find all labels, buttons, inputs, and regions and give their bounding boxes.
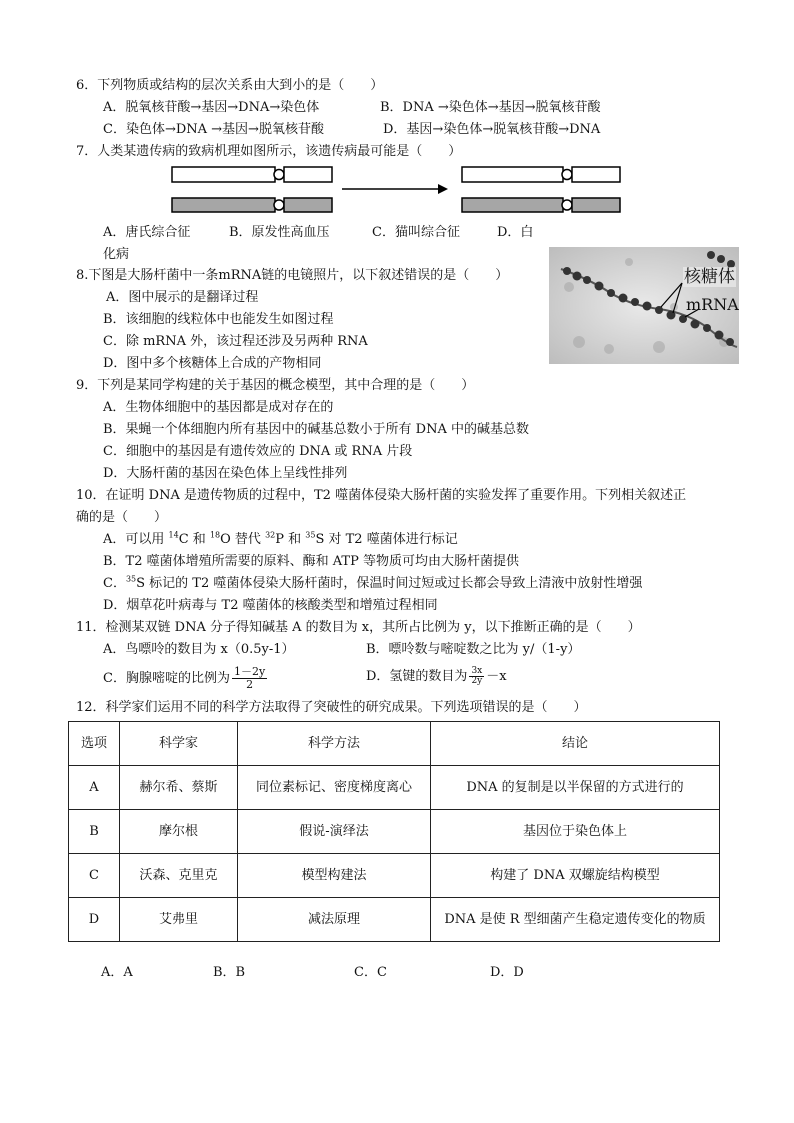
q12-answer-c[interactable]: C．C bbox=[354, 965, 387, 980]
q12-answer-a[interactable]: A．A bbox=[101, 965, 133, 980]
q10-option-b[interactable]: B．T2 噬菌体增殖所需要的原料、酶和 ATP 等物质可均由大肠杆菌提供 bbox=[103, 554, 519, 569]
q10-stem-line2: 确的是（ ） bbox=[76, 510, 168, 525]
chromosome-diagram bbox=[170, 163, 625, 215]
q7-stem: 7．人类某遗传病的致病机理如图所示，该遗传病最可能是（ ） bbox=[76, 144, 462, 159]
q10-option-a[interactable] bbox=[103, 529, 458, 551]
chromosome-left-top-arm-2 bbox=[284, 167, 332, 182]
q11-c-text: C．胸腺嘧啶的比例为 bbox=[103, 671, 230, 686]
q11-d-tail: －x bbox=[486, 669, 507, 684]
cell-option: D bbox=[69, 898, 120, 942]
q8-option-d[interactable]: D．图中多个核糖体上合成的产物相同 bbox=[103, 356, 322, 371]
arrow-head-icon bbox=[438, 184, 448, 194]
q6-option-d[interactable]: D．基因→染色体→脱氧核苷酸→DNA bbox=[383, 122, 601, 137]
q7-option-d[interactable]: D．白 bbox=[497, 225, 534, 240]
q11-c-numerator: 1－2y bbox=[233, 665, 266, 678]
q8-option-a[interactable]: A．图中展示的是翻译过程 bbox=[106, 290, 259, 305]
centromere-left-bottom bbox=[274, 200, 284, 210]
methods-table bbox=[68, 721, 720, 942]
ribosome-label: 核糖体 bbox=[684, 267, 735, 287]
cell-scientist: 艾弗里 bbox=[120, 898, 238, 942]
q11-c-fraction bbox=[232, 666, 267, 691]
cell-scientist: 沃森、克里克 bbox=[120, 854, 238, 898]
q9-option-a[interactable]: A．生物体细胞中的基因都是成对存在的 bbox=[103, 400, 334, 415]
q8-option-c[interactable]: C．除 mRNA 外，该过程还涉及另两种 RNA bbox=[103, 334, 368, 349]
q6-option-b[interactable]: B．DNA →染色体→基因→脱氧核苷酸 bbox=[380, 100, 601, 115]
cell-scientist: 摩尔根 bbox=[120, 810, 238, 854]
q11-option-d[interactable] bbox=[366, 666, 507, 688]
table-header-row bbox=[69, 722, 720, 766]
header-scientist: 科学家 bbox=[120, 722, 238, 766]
q10-a-text: S 对 T2 噬菌体进行标记 bbox=[315, 532, 458, 547]
chromosome-right-top-arm-1 bbox=[462, 167, 563, 182]
centromere-right-top bbox=[562, 170, 572, 180]
cell-conclusion: 构建了 DNA 双螺旋结构模型 bbox=[431, 854, 720, 898]
table-row bbox=[69, 766, 720, 810]
q9-stem: 9．下列是某同学构建的关于基因的概念模型，其中合理的是（ ） bbox=[76, 378, 475, 393]
chromosome-left-bottom-arm-1 bbox=[172, 198, 275, 212]
centromere-left-top bbox=[274, 170, 284, 180]
q7-option-c[interactable]: C．猫叫综合征 bbox=[372, 225, 460, 240]
q10-a-text: P 和 bbox=[275, 532, 306, 547]
q10-c-sup: 35 bbox=[125, 574, 137, 584]
q10-a-text: A．可以用 bbox=[103, 532, 169, 547]
q11-option-a[interactable]: A．鸟嘌呤的数目为 x（0.5y-1） bbox=[103, 642, 295, 657]
q7-option-a[interactable]: A．唐氏综合征 bbox=[103, 225, 191, 240]
cell-option: B bbox=[69, 810, 120, 854]
cell-scientist: 赫尔希、蔡斯 bbox=[120, 766, 238, 810]
electron-micrograph bbox=[549, 247, 739, 364]
chromosome-mutated-segment bbox=[574, 200, 610, 210]
centromere-right-bottom bbox=[562, 200, 572, 210]
q11-d-denominator: 2y bbox=[471, 676, 483, 686]
cell-method: 模型构建法 bbox=[238, 854, 431, 898]
cell-conclusion: 基因位于染色体上 bbox=[431, 810, 720, 854]
q7-option-d-continued: 化病 bbox=[103, 247, 130, 262]
cell-method: 假说-演绎法 bbox=[238, 810, 431, 854]
q6-option-c[interactable]: C．染色体→DNA →基因→脱氧核苷酸 bbox=[103, 122, 324, 137]
q10-c-text: S 标记的 T2 噬菌体侵染大肠杆菌时，保温时间过短或过长都会导致上清液中放射性增强 bbox=[136, 576, 643, 591]
q10-a-text: O 替代 bbox=[220, 532, 266, 547]
chromosome-right-bottom-arm-1 bbox=[462, 198, 563, 212]
q10-a-sup: 32 bbox=[265, 530, 276, 540]
q12-stem: 12．科学家们运用不同的科学方法取得了突破性的研究成果。下列选项错误的是（ ） bbox=[76, 700, 587, 715]
q8-option-b[interactable]: B．该细胞的线粒体中也能发生如图过程 bbox=[103, 312, 334, 327]
q10-a-sup: 18 bbox=[209, 530, 221, 540]
q10-a-sup: 35 bbox=[305, 530, 316, 540]
table-row bbox=[69, 810, 720, 854]
chromosome-left-bottom-arm-2 bbox=[284, 198, 332, 212]
chromosome-right-top-arm-2 bbox=[572, 167, 620, 182]
q11-d-text: D．氢键的数目为 bbox=[366, 669, 468, 684]
q6-stem: 6．下列物质或结构的层次关系由大到小的是（ ） bbox=[76, 78, 384, 93]
cell-method: 减法原理 bbox=[238, 898, 431, 942]
q12-answer-d[interactable]: D．D bbox=[490, 965, 524, 980]
q11-d-fraction bbox=[469, 667, 484, 686]
q10-a-text: C 和 bbox=[178, 532, 210, 547]
q10-stem-line1: 10．在证明 DNA 是遗传物质的过程中，T2 噬菌体侵染大肠杆菌的实验发挥了重要作用。下列相关叙述正 bbox=[76, 488, 687, 503]
cell-option: C bbox=[69, 854, 120, 898]
q10-c-text: C． bbox=[103, 576, 126, 591]
q10-option-c[interactable] bbox=[103, 573, 642, 595]
q8-stem: 8.下图是大肠杆菌中一条mRNA链的电镜照片，以下叙述错误的是（ ） bbox=[76, 268, 509, 283]
q11-stem: 11．检测某双链 DNA 分子得知碱基 A 的数目为 x，其所占比例为 y，以下推断正确的是（ ） bbox=[76, 620, 641, 635]
q6-option-a[interactable]: A．脱氧核苷酸→基因→DNA→染色体 bbox=[103, 100, 320, 115]
q11-d-numerator: 3x bbox=[471, 666, 483, 676]
cell-conclusion: DNA 的复制是以半保留的方式进行的 bbox=[431, 766, 720, 810]
table-row bbox=[69, 854, 720, 898]
q9-option-c[interactable]: C．细胞中的基因是有遗传效应的 DNA 或 RNA 片段 bbox=[103, 444, 413, 459]
table-row bbox=[69, 898, 720, 942]
header-method: 科学方法 bbox=[238, 722, 431, 766]
q12-answer-b[interactable]: B．B bbox=[213, 965, 246, 980]
q9-option-d[interactable]: D．大肠杆菌的基因在染色体上呈线性排列 bbox=[103, 466, 348, 481]
q11-option-b[interactable]: B．嘌呤数与嘧啶数之比为 y/（1-y） bbox=[366, 642, 581, 657]
cell-option: A bbox=[69, 766, 120, 810]
q11-option-c[interactable] bbox=[103, 666, 269, 691]
header-conclusion: 结论 bbox=[431, 722, 720, 766]
mrna-label: mRNA bbox=[686, 295, 739, 314]
q11-c-denominator: 2 bbox=[246, 678, 254, 691]
cell-method: 同位素标记、密度梯度离心 bbox=[238, 766, 431, 810]
q10-option-d[interactable]: D．烟草花叶病毒与 T2 噬菌体的核酸类型和增殖过程相同 bbox=[103, 598, 438, 613]
q10-a-sup: 14 bbox=[168, 530, 179, 540]
q7-option-b[interactable]: B．原发性高血压 bbox=[229, 225, 330, 240]
chromosome-left-top-arm-1 bbox=[172, 167, 275, 182]
cell-conclusion: DNA 是使 R 型细菌产生稳定遗传变化的物质 bbox=[431, 898, 720, 942]
q9-option-b[interactable]: B．果蝇一个体细胞内所有基因中的碱基总数小于所有 DNA 中的碱基总数 bbox=[103, 422, 530, 437]
header-option: 选项 bbox=[69, 722, 120, 766]
